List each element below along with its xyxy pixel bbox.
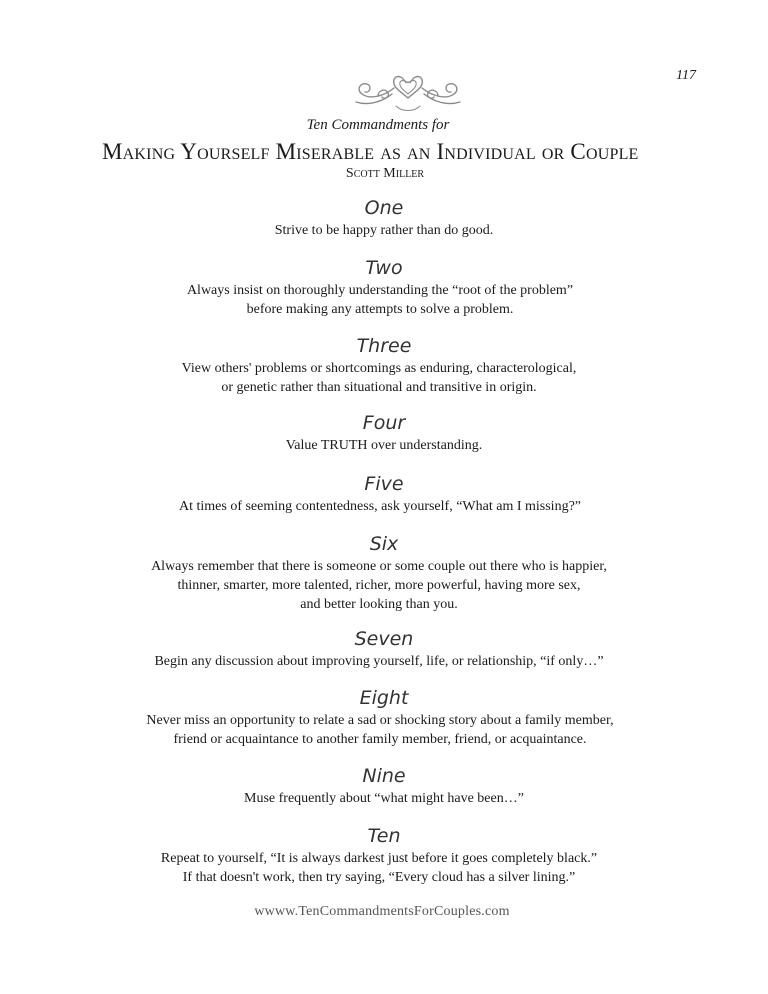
commandment-line: Value TRUTH over understanding. <box>285 438 483 453</box>
page-title: Making Yourself Miserable as an Individual or Couple <box>102 139 639 164</box>
commandment-line: friend or acquaintance to another family member, friend, or acquaintance. <box>173 732 587 747</box>
commandment-line: or genetic rather than situational and transitive in origin. <box>221 380 537 395</box>
document-subtitle: Ten Commandments for <box>306 117 450 133</box>
footer-url: wwww.TenCommandmentsForCouples.com <box>254 904 510 919</box>
commandment-three <box>0 334 768 397</box>
commandment-heading: Ten <box>367 825 401 847</box>
commandment-line: At times of seeming contentedness, ask yourself, “What am I missing?” <box>178 499 581 514</box>
commandment-one <box>0 196 768 240</box>
commandment-nine <box>0 764 768 808</box>
commandment-text <box>0 359 763 397</box>
commandment-two <box>0 256 768 319</box>
commandment-five <box>0 472 768 516</box>
commandment-line: If that doesn't work, then try saying, “Every cloud has a silver lining.” <box>182 870 576 885</box>
commandment-heading: Nine <box>362 765 406 787</box>
commandment-line: Strive to be happy rather than do good. <box>274 223 494 238</box>
commandment-heading: Seven <box>354 628 414 650</box>
commandment-text <box>0 652 763 671</box>
commandment-heading: Eight <box>359 687 409 709</box>
author-name: Scott Miller <box>345 166 425 181</box>
commandment-text <box>0 849 763 887</box>
commandment-line: Begin any discussion about improving yourself, life, or relationship, “if only…” <box>154 654 604 669</box>
commandment-line: before making any attempts to solve a problem. <box>246 302 514 317</box>
commandment-four <box>0 411 768 455</box>
commandment-heading: Three <box>356 335 412 357</box>
commandment-line: Never miss an opportunity to relate a sad or shocking story about a family member, <box>146 713 614 728</box>
commandment-heading: Five <box>364 473 404 495</box>
commandment-line: View others' problems or shortcomings as enduring, characterological, <box>181 361 577 376</box>
commandment-text <box>0 711 764 749</box>
commandment-heading: One <box>364 197 404 219</box>
commandment-line: and better looking than you. <box>300 597 458 612</box>
commandment-heading: Four <box>362 412 406 434</box>
commandment-seven <box>0 627 768 671</box>
commandment-heading: Two <box>365 257 403 279</box>
commandment-ten <box>0 824 768 887</box>
heart-ornament-icon <box>348 66 476 118</box>
page-number: 117 <box>676 68 696 83</box>
commandment-text <box>0 221 768 240</box>
commandment-text <box>0 789 768 808</box>
commandment-text <box>0 557 763 614</box>
commandment-six <box>0 532 768 614</box>
commandment-eight <box>0 686 768 749</box>
commandment-text <box>0 281 764 319</box>
commandment-line: Always insist on thoroughly understanding the “root of the problem” <box>186 283 574 298</box>
commandment-text <box>0 497 764 516</box>
commandment-line: Always remember that there is someone or some couple out there who is happier, <box>151 559 607 574</box>
commandment-line: thinner, smarter, more talented, richer, more powerful, having more sex, <box>177 578 581 593</box>
commandment-line: Repeat to yourself, “It is always darkest just before it goes completely black.” <box>160 851 598 866</box>
commandment-line: Muse frequently about “what might have been…” <box>244 791 524 806</box>
commandment-text <box>0 436 768 455</box>
commandment-heading: Six <box>369 533 399 555</box>
